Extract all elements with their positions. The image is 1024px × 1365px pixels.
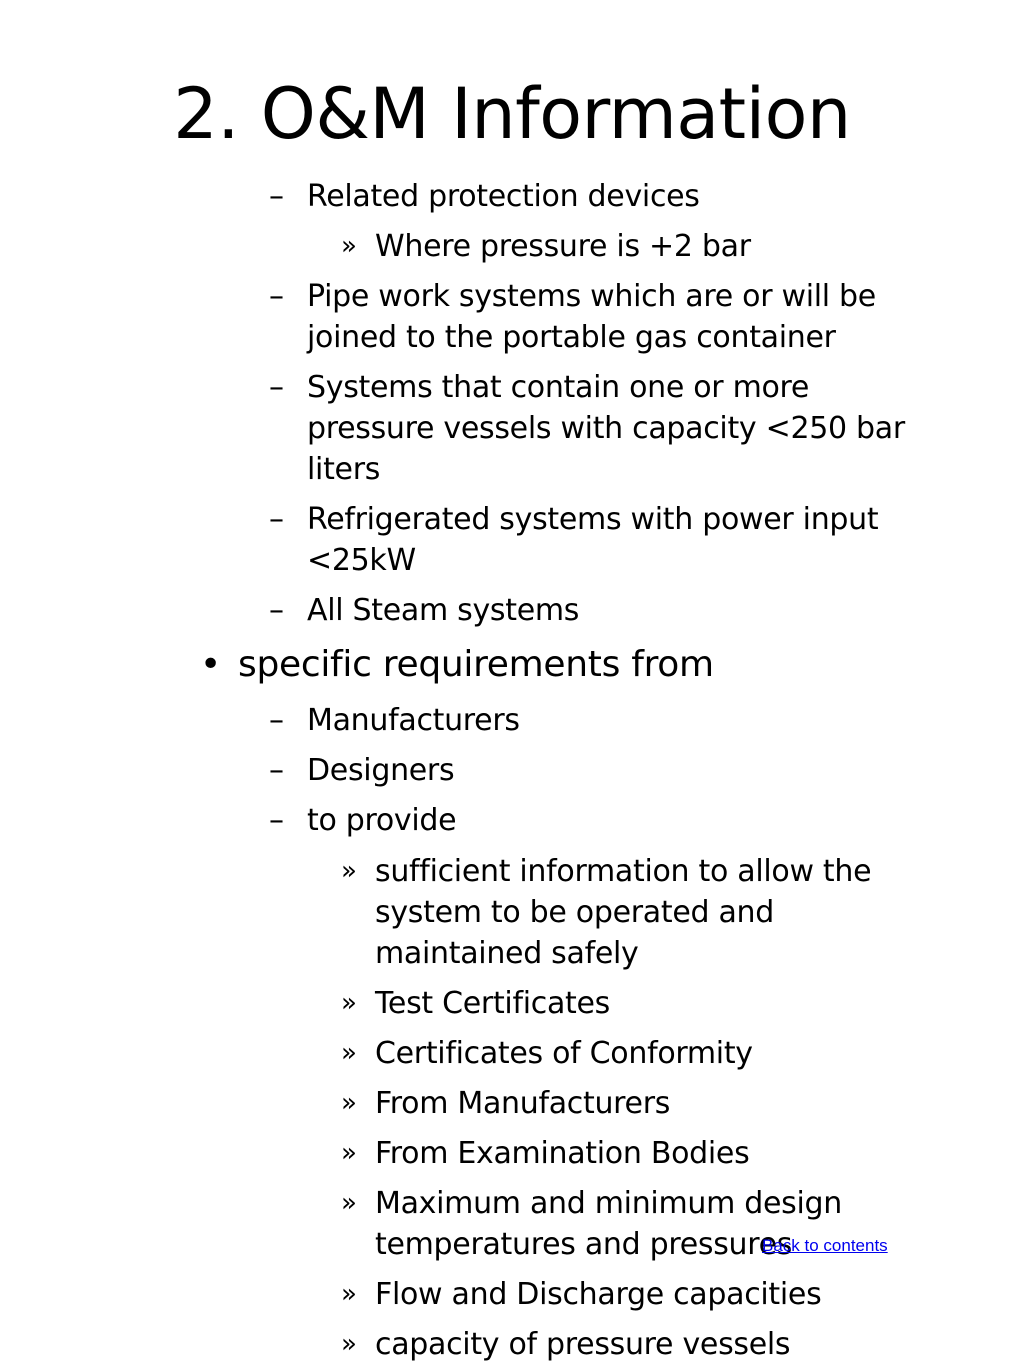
list-item-text: Maximum and minimum design [375,1186,842,1221]
list-item-text: <25kW [307,543,416,578]
list-item-text: Related protection devices [307,179,700,214]
list-item-text: Where pressure is +2 bar [375,229,751,264]
list-item [341,1274,822,1315]
list-item [269,800,457,841]
list-item-text: Systems that contain one or more [307,370,810,405]
list-item-text: Refrigerated systems with power input [307,502,879,537]
raquo-marker: » [341,1188,357,1218]
list-item-text: Pipe work systems which are or will be [307,279,876,314]
dash-marker: – [269,370,284,405]
raquo-marker: » [341,1329,357,1359]
list-item [269,750,455,791]
dash-marker: – [269,703,284,738]
list-item [269,176,700,217]
list-item-text: Flow and Discharge capacities [375,1277,822,1312]
list-item [341,226,751,267]
raquo-marker: » [341,1138,357,1168]
raquo-marker: » [341,1088,357,1118]
raquo-marker: » [341,1279,357,1309]
list-item [341,1324,791,1365]
back-to-contents-link[interactable]: Back to contents [762,1236,888,1255]
dash-marker: – [269,502,284,537]
list-item-text: capacity of pressure vessels [375,1327,791,1362]
list-item [341,851,872,974]
dash-marker: – [269,593,284,628]
list-item-text: to provide [307,803,457,838]
list-item [341,1033,753,1074]
list-item-text: joined to the portable gas container [307,320,836,355]
bullet-marker: • [200,644,221,685]
list-item-text: specific requirements from [238,644,714,685]
dash-marker: – [269,179,284,214]
list-item [341,1133,750,1174]
raquo-marker: » [341,1038,357,1068]
dash-marker: – [269,803,284,838]
list-item [269,367,905,490]
list-item-text: From Examination Bodies [375,1136,750,1171]
list-item-text: pressure vessels with capacity <250 bar [307,411,905,446]
list-item-text: Certificates of Conformity [375,1036,753,1071]
raquo-marker: » [341,231,357,261]
list-item-text: maintained safely [375,936,639,971]
list-item [200,642,714,688]
list-item [269,590,580,631]
list-item-text: Designers [307,753,455,788]
list-item-text: system to be operated and [375,895,774,930]
list-item-text: temperatures and pressures [375,1227,793,1262]
list-item-text: Test Certificates [375,986,610,1021]
list-item-text: liters [307,452,381,487]
list-item [341,1083,671,1124]
list-item-text: All Steam systems [307,593,580,628]
dash-marker: – [269,279,284,314]
dash-marker: – [269,753,284,788]
list-item [341,983,610,1024]
list-item [269,499,879,581]
list-item [269,700,520,741]
slide-title: 2. O&M Information [173,73,851,155]
raquo-marker: » [341,856,357,886]
list-item-text: sufficient information to allow the [375,854,872,889]
list-item-text: From Manufacturers [375,1086,671,1121]
raquo-marker: » [341,988,357,1018]
list-item [269,276,876,358]
list-item-text: Manufacturers [307,703,520,738]
